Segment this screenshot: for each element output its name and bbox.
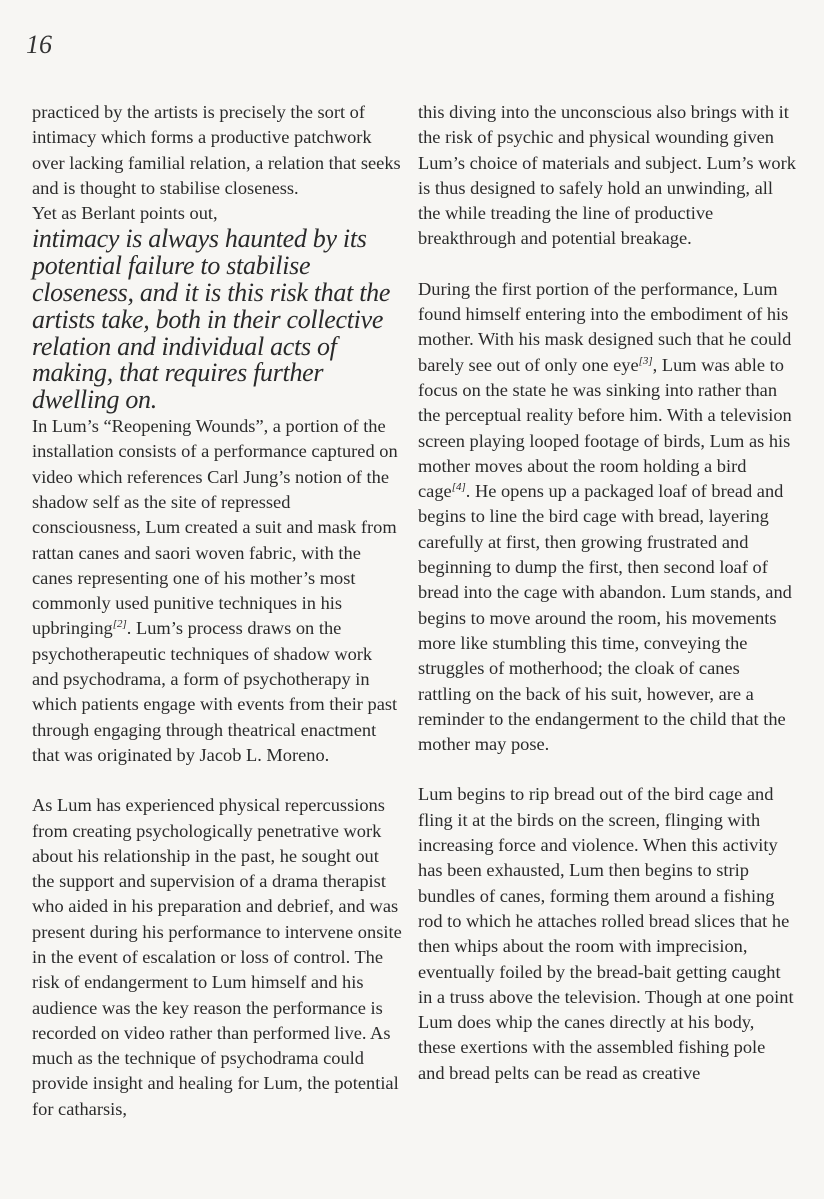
- left-column: [32, 100, 402, 1122]
- paragraph-text: . Lum’s process draws on the psychotherapeutic techniques of shadow work and psychodrama, a form of psychotherapy in which patients engage with events from their past through engaging through theatrical enactment that was originated by Jacob L. Moreno.: [32, 618, 398, 765]
- paragraph-text: , Lum was able to focus on the state he was sinking into rather than the perceptual reality before him. With a television screen playing looped footage of birds, Lum as his mother moves about the room holding a bird cage: [418, 354, 792, 502]
- paragraph: [32, 414, 402, 768]
- paragraph: [418, 277, 796, 758]
- paragraph: Yet as Berlant points out,: [32, 203, 218, 224]
- paragraph-text: . He opens up a packaged loaf of bread and begins to line the bird cage with bread, layering carefully at first, then growing frustrated and beginning to dump the first, then second loaf of bread into the cage with abandon. Lum stands, and begins to move around the room, his movements more like stumbling this time, conveying the struggles of motherhood; the cloak of canes rattling on the back of his suit, however, are a reminder to the endangerment to the child that the mother may pose.: [418, 481, 792, 755]
- paragraph: practiced by the artists is precisely the sort of intimacy which forms a productive patchwork over lacking familial relation, a relation that seeks and is thought to stabilise closeness.: [32, 102, 401, 198]
- paragraph-text: During the first portion of the performance, Lum found himself entering into the embodiment of his mother. With his mask designed such that he could barely see out of only one eye: [418, 278, 792, 375]
- page-number: 16: [26, 30, 52, 59]
- paragraph: As Lum has experienced physical repercussions from creating psychologically penetrative work about his relationship in the past, he sought out the support and supervision of a drama therapist who aided in his preparation and debrief, and was present during his performance to intervene onsite in the event of escalation or loss of control. The risk of endangerment to Lum himself and his audience was the key reason the performance is recorded on video rather than performed live. As much as the technique of psychodrama could provide insight and healing for Lum, the potential for catharsis,: [32, 795, 402, 1119]
- footnote-marker: [2]: [112, 618, 127, 631]
- pull-quote: intimacy is always haunted by its potential failure to stabilise closeness, and it is this risk that the artists take, both in their collective relation and individual acts of making, that requires further dwelling on.: [32, 224, 391, 415]
- right-column: [418, 100, 796, 1086]
- paragraph-text: In Lum’s “Reopening Wounds”, a portion of the installation consists of a performance captured on video which references Carl Jung’s notion of the shadow self as the site of repressed consciousness, Lum created a suit and mask from rattan canes and saori woven fabric, with the canes representing one of his mother’s most commonly used punitive techniques in his upbringing: [32, 416, 398, 639]
- paragraph: Lum begins to rip bread out of the bird cage and fling it at the birds on the screen, flinging with increasing force and violence. When this activity has been exhausted, Lum then begins to strip bundles of canes, forming them around a fishing rod to which he attaches rolled bread slices that he then whips about the room with imprecision, eventually foiled by the bread-bait getting caught in a truss above the television. Though at one point Lum does whip the canes directly at his body, these exertions with the assembled fishing pole and bread pelts can be read as creative: [418, 784, 794, 1083]
- footnote-marker: [4]: [451, 481, 466, 494]
- footnote-marker: [3]: [638, 354, 653, 367]
- paragraph: this diving into the unconscious also brings with it the risk of psychic and physical wounding given Lum’s choice of materials and subject. Lum’s work is thus designed to safely hold an unwinding, all the while treading the line of productive breakthrough and potential breakage.: [418, 102, 796, 249]
